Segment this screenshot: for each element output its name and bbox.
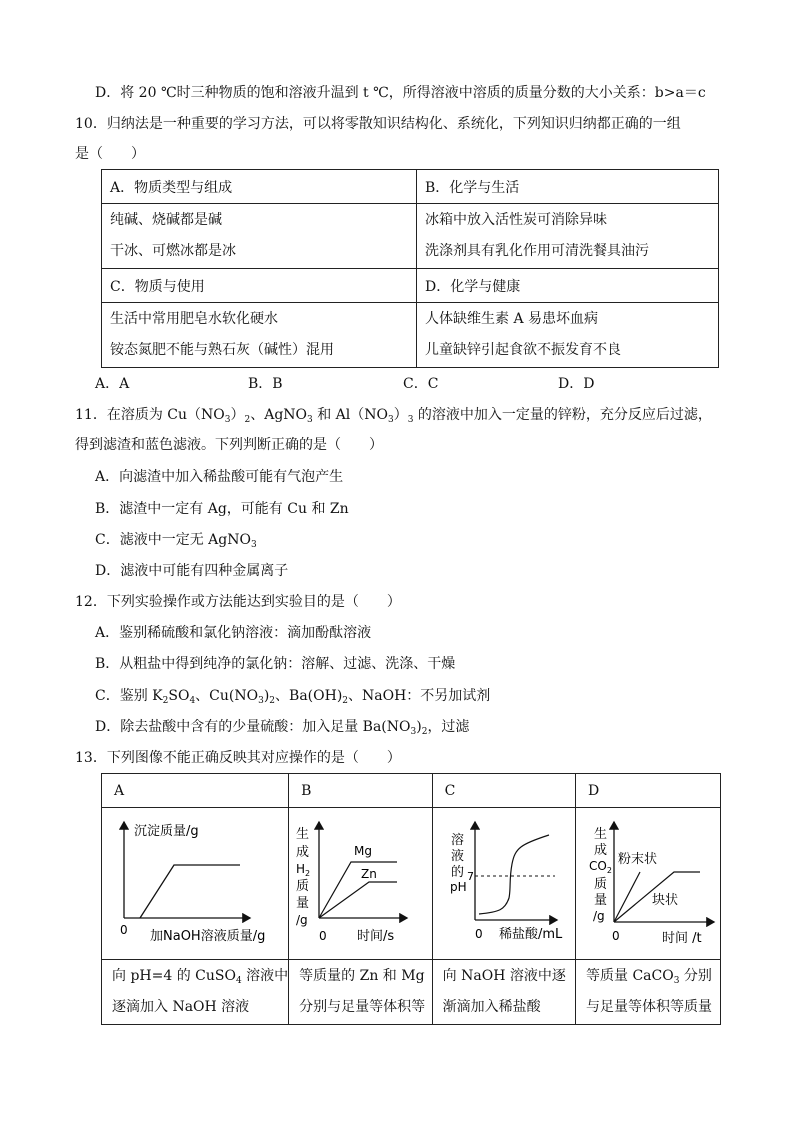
- graph-a-svg: [102, 808, 287, 955]
- caption-b-line2: 分别与足量等体积等: [299, 999, 426, 1015]
- q11-option-c[interactable]: C．滤液中一定无 AgNO$_3$: [95, 532, 257, 550]
- caption-b-line1: 等质量的 Zn 和 Mg: [299, 968, 425, 984]
- q10-d-line1: 人体缺维生素 A 易患坏血病: [425, 311, 599, 327]
- caption-d-line2: 与足量等体积等质量: [586, 999, 712, 1015]
- graph-a-origin: 0: [120, 923, 128, 937]
- graph-d-line-powder: [614, 872, 640, 922]
- graph-c-ylabel-1: 溶: [450, 833, 464, 848]
- q12-option-c[interactable]: C．鉴别 $K_2SO_4$、$Cu(NO_3)_2$、$Ba(OH)_2$、NaOH：不另加试剂: [95, 688, 491, 706]
- q10-cell-c-head: C．物质与使用: [102, 269, 417, 303]
- graph-d-ylabel-4: 质: [594, 877, 608, 892]
- q13-graph-b: [289, 808, 433, 960]
- q13-graph-a: [102, 808, 289, 960]
- q10-option-b[interactable]: B．B: [248, 376, 283, 392]
- q10-cell-a-head: A．物质类型与组成: [102, 170, 417, 204]
- q10-cell-b-head: B．化学与生活: [417, 170, 719, 204]
- q13-caption-a: [102, 960, 289, 1025]
- q13-head-b[interactable]: B: [289, 774, 433, 808]
- graph-d-ylabel-6: /g: [593, 909, 605, 923]
- q10-cell-a-body: [102, 204, 417, 269]
- graph-c-xlabel: 稀盐酸/mL: [498, 927, 562, 942]
- graph-c-ylabel-4: pH: [449, 880, 467, 894]
- q11-stem-line2: 得到滤渣和蓝色滤液。下列判断正确的是（ ）: [75, 437, 383, 453]
- q12-stem: 12．下列实验操作或方法能达到实验目的是（ ）: [75, 594, 401, 610]
- graph-b-ylabel-3: $H_2$: [296, 862, 311, 878]
- graph-b-origin: 0: [319, 929, 327, 943]
- graph-d-label-block: 块状: [652, 893, 679, 908]
- q10-c-line2: 铵态氮肥不能与熟石灰（碱性）混用: [110, 342, 334, 358]
- q13-caption-d: [576, 960, 721, 1025]
- graph-b-svg: [289, 808, 420, 955]
- q13-caption-b: [289, 960, 433, 1025]
- graph-a-ylabel: 沉淀质量/g: [134, 824, 199, 839]
- q10-option-a[interactable]: A．A: [95, 376, 130, 392]
- graph-c-tick-7: 7: [466, 870, 474, 883]
- q10-d-line2: 儿童缺锌引起食欲不振发育不良: [425, 342, 621, 358]
- q10-table: [101, 169, 719, 368]
- graph-c-ylabel-2: 液: [450, 849, 464, 864]
- q10-option-c[interactable]: C．C: [403, 376, 439, 392]
- q10-stem-line2: 是（ ）: [75, 146, 145, 162]
- q10-option-d[interactable]: D．D: [558, 376, 595, 392]
- graph-d-ylabel-2: 成: [594, 843, 608, 858]
- graph-c-origin: 0: [474, 927, 483, 941]
- graph-b-ylabel-4: 质: [296, 879, 310, 894]
- q11-option-b[interactable]: B．滤渣中一定有 Ag，可能有 Cu 和 Zn: [95, 501, 349, 517]
- q10-b-line2: 洗涤剂具有乳化作用可清洗餐具油污: [425, 243, 649, 259]
- graph-a-curve: [140, 865, 240, 918]
- graph-b-label-zn: Zn: [361, 867, 377, 881]
- graph-b-xlabel: 时间/s: [357, 929, 395, 944]
- caption-d-line1: 等质量 CaCO$_3$ 分别: [586, 968, 712, 986]
- q10-a-line2: 干冰、可燃冰都是冰: [110, 243, 236, 259]
- q13-graph-d: [576, 808, 721, 960]
- graph-b-line-zn: [319, 882, 397, 918]
- caption-c-line2: 渐滴加入稀盐酸: [442, 999, 541, 1015]
- graph-d-ylabel-1: 生: [594, 827, 608, 842]
- graph-d-label-powder: 粉末状: [618, 852, 658, 867]
- q12-option-a[interactable]: A．鉴别稀硫酸和氯化钠溶液：滴加酚酞溶液: [95, 625, 372, 641]
- graph-d-ylabel-3: $CO_2$: [589, 859, 612, 875]
- q13-caption-c: [432, 960, 575, 1025]
- q12-option-d[interactable]: D．除去盐酸中含有的少量硫酸：加入足量 $Ba(NO_3)_2$，过滤: [95, 719, 470, 737]
- graph-d-origin: 0: [612, 929, 620, 943]
- q13-graph-c: [432, 808, 575, 960]
- graph-c-curve: [479, 835, 549, 914]
- caption-a-line2: 逐滴加入 NaOH 溶液: [112, 999, 250, 1015]
- q10-cell-c-body: [102, 303, 417, 368]
- q10-cell-d-body: [417, 303, 719, 368]
- q10-b-line1: 冰箱中放入活性炭可消除异味: [425, 212, 607, 228]
- graph-d-ylabel-5: 量: [594, 893, 608, 908]
- q13-head-c[interactable]: C: [432, 774, 575, 808]
- q13-table: [101, 773, 721, 1025]
- caption-c-line1: 向 NaOH 溶液中逐: [442, 968, 566, 984]
- q10-stem-line1: 10．归纳法是一种重要的学习方法，可以将零散知识结构化、系统化，下列知识归纳都正确的一组: [75, 116, 681, 132]
- graph-b-ylabel-5: 量: [296, 896, 310, 911]
- q9-option-d: D．将 20 ℃时三种物质的饱和溶液升温到 t ℃，所得溶液中溶质的质量分数的大小关系：b>a＝c: [95, 85, 706, 101]
- graph-b-ylabel-1: 生: [296, 827, 310, 842]
- graph-d-svg: [576, 808, 720, 955]
- graph-b-ylabel-6: /g: [296, 913, 308, 927]
- q11-stem-line1: 11．在溶质为 $Cu(NO_3)_2$、AgNO$_3$ 和 $Al(NO_3)_3$ 的溶液中加入一定量的锌粉，充分反应后过滤，: [75, 407, 712, 425]
- q10-a-line1: 纯碱、烧碱都是碱: [110, 212, 222, 228]
- q13-head-d[interactable]: D: [576, 774, 721, 808]
- graph-d-xlabel: 时间 /t: [662, 931, 702, 946]
- q11-option-d[interactable]: D．滤液中可能有四种金属离子: [95, 563, 289, 579]
- graph-b-label-mg: Mg: [354, 844, 373, 858]
- graph-b-ylabel-2: 成: [296, 845, 310, 860]
- graph-a-xlabel: 加NaOH溶液质量/g: [150, 929, 266, 944]
- q12-option-b[interactable]: B．从粗盐中得到纯净的氯化钠：溶解、过滤、洗涤、干燥: [95, 656, 456, 672]
- q10-cell-d-head: D．化学与健康: [417, 269, 719, 303]
- q11-option-a[interactable]: A．向滤渣中加入稀盐酸可能有气泡产生: [95, 469, 344, 485]
- q10-c-line1: 生活中常用肥皂水软化硬水: [110, 311, 278, 327]
- q13-stem: 13．下列图像不能正确反映其对应操作的是（ ）: [75, 750, 401, 766]
- q10-cell-b-body: [417, 204, 719, 269]
- graph-c-svg: [433, 808, 564, 955]
- graph-c-ylabel-3: 的: [450, 865, 464, 880]
- q13-head-a[interactable]: A: [102, 774, 289, 808]
- caption-a-line1: 向 pH=4 的 CuSO$_4$ 溶液中: [112, 968, 289, 986]
